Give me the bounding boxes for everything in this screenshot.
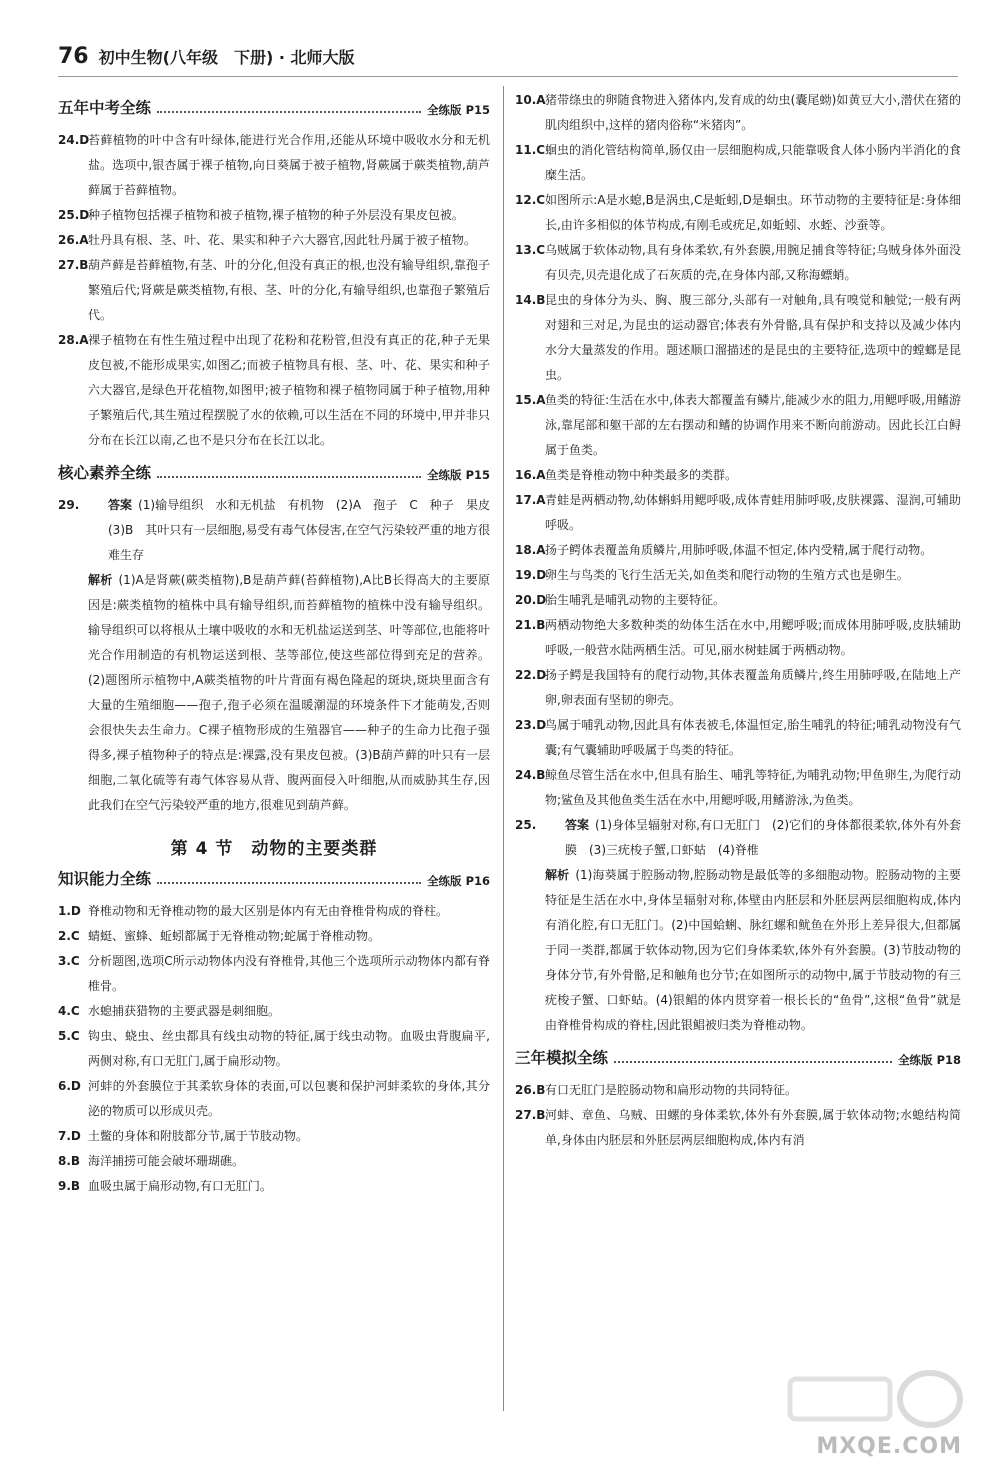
item-text: 血吸虫属于扁形动物,有口无肛门。 [88, 1179, 272, 1193]
item-text: 牡丹具有根、茎、叶、花、果实和种子六大器官,因此牡丹属于被子植物。 [88, 233, 476, 247]
section-title: 三年模拟全练 [515, 1049, 609, 1067]
item-text: 青蛙是两栖动物,幼体蝌蚪用鳃呼吸,成体青蛙用肺呼吸,皮肤裸露、湿润,可辅助呼吸。 [545, 493, 961, 532]
item-text: 鱼类是脊椎动物中种类最多的类群。 [545, 468, 738, 482]
item-number: 17.A [515, 493, 546, 507]
answer-item [515, 1103, 961, 1153]
item-number: 6.D [58, 1079, 81, 1093]
item-text: 两栖动物绝大多数种类的幼体生活在水中,用鳃呼吸;而成体用肺呼吸,皮肤辅助呼吸,一般营水陆两栖生活。可见,丽水树蛙属于两栖动物。 [545, 618, 961, 657]
item-text: 鲸鱼尽管生活在水中,但具有胎生、哺乳等特征,为哺乳动物;甲鱼卵生,为爬行动物;鲨鱼及其他鱼类生活在水中,用鳃呼吸,用鳍游泳,为鱼类。 [545, 768, 961, 807]
answer-item [515, 238, 961, 288]
answer-item [58, 1174, 490, 1199]
answer-item [515, 1078, 961, 1103]
item-number: 27.B [515, 1108, 546, 1122]
section-ref: 全练版 P18 [898, 1053, 961, 1067]
item-number: 19.D [515, 568, 547, 582]
answer-list [58, 128, 490, 453]
section-ref: 全练版 P15 [427, 103, 490, 117]
answer-item [515, 188, 961, 238]
answer-item [515, 138, 961, 188]
answer-item [58, 1149, 490, 1174]
item-number: 15.A [515, 393, 546, 407]
header-rule [58, 76, 958, 77]
item-text: 土鳖的身体和附肢都分节,属于节肢动物。 [88, 1129, 308, 1143]
item-number: 26.B [515, 1083, 546, 1097]
answer-item [58, 1124, 490, 1149]
item-number: 23.D [515, 718, 547, 732]
item-text: 有口无肛门是腔肠动物和扁形动物的共同特征。 [545, 1083, 798, 1097]
item-text: 水螅捕获猎物的主要武器是刺细胞。 [88, 1004, 281, 1018]
chapter-title: 第 4 节 动物的主要类群 [170, 839, 378, 859]
answer-item [515, 288, 961, 388]
answer-item [515, 388, 961, 463]
item-number: 3.C [58, 954, 80, 968]
item-text: 种子植物包括裸子植物和被子植物,裸子植物的种子外层没有果皮包被。 [88, 208, 464, 222]
item-number: 29. [58, 498, 80, 512]
page-header [58, 44, 354, 72]
analysis-block [515, 863, 961, 1038]
item-number: 28.A [58, 333, 89, 347]
right-column [515, 88, 961, 1418]
item-number: 18.A [515, 543, 546, 557]
left-column [58, 88, 503, 1418]
item-text: 苔藓植物的叶中含有叶绿体,能进行光合作用,还能从环境中吸收水分和无机盐。选项中,银杏属于裸子植物,向日葵属于被子植物,肾蕨属于蕨类植物,葫芦藓属于苔藓植物。 [88, 133, 490, 197]
item-text: 河蚌的外套膜位于其柔软身体的表面,可以包裹和保护河蚌柔软的身体,其分泌的物质可以形成贝壳。 [88, 1079, 490, 1118]
item-number: 10.A [515, 93, 546, 107]
answer-list [515, 88, 961, 813]
answer-item [515, 763, 961, 813]
answer-item [515, 563, 961, 588]
column-divider [503, 86, 504, 1411]
analysis-tag: 解析 [88, 573, 113, 587]
dot-leader [157, 111, 421, 113]
answer-item [58, 203, 490, 228]
item-text: 鸟属于哺乳动物,因此具有体表被毛,体温恒定,胎生哺乳的特征;哺乳动物没有气囊;有气囊辅助呼吸属于鸟类的特征。 [545, 718, 961, 757]
item-number: 14.B [515, 293, 546, 307]
answer-item [515, 463, 961, 488]
section-header [515, 1048, 961, 1068]
item-text: 钩虫、蛲虫、丝虫都具有线虫动物的特征,属于线虫动物。血吸虫背腹扁平,两侧对称,有口无肛门,属于扁形动物。 [88, 1029, 490, 1068]
item-number: 1.D [58, 904, 81, 918]
dot-leader [157, 476, 421, 478]
answer-item [515, 88, 961, 138]
item-number: 26.A [58, 233, 89, 247]
section-ref: 全练版 P16 [427, 874, 490, 888]
answer-item [58, 899, 490, 924]
item-number: 24.B [515, 768, 546, 782]
answer-item [58, 128, 490, 203]
section-header [58, 463, 490, 483]
answer-item [515, 538, 961, 563]
answer-list [58, 899, 490, 1199]
answer-item [58, 1024, 490, 1074]
answer-item [58, 924, 490, 949]
item-number: 22.D [515, 668, 547, 682]
answer-text: (1)身体呈辐射对称,有口无肛门 (2)它们的身体都很柔软,体外有外套膜 (3)三疣梭子蟹,口虾蛄 (4)脊椎 [565, 818, 961, 857]
item-text: 海洋捕捞可能会破坏珊瑚礁。 [88, 1154, 245, 1168]
answer-item [515, 663, 961, 713]
answer-item [58, 493, 503, 568]
item-number: 5.C [58, 1029, 80, 1043]
item-text: 如图所示:A是水螅,B是涡虫,C是蚯蚓,D是蛔虫。环节动物的主要特征是:身体细长,由许多相似的体节构成,有刚毛或疣足,如蚯蚓、水蛭、沙蚕等。 [545, 193, 961, 232]
item-number: 8.B [58, 1154, 81, 1168]
item-number: 13.C [515, 243, 546, 257]
item-text: 蜻蜓、蜜蜂、蚯蚓都属于无脊椎动物;蛇属于脊椎动物。 [88, 929, 381, 943]
item-text: 葫芦藓是苔藓植物,有茎、叶的分化,但没有真正的根,也没有输导组织,靠孢子繁殖后代;肾蕨是蕨类植物,有根、茎、叶的分化,有输导组织,也靠孢子繁殖后代。 [88, 258, 490, 322]
item-number: 7.D [58, 1129, 81, 1143]
item-text: 卵生与鸟类的飞行生活无关,如鱼类和爬行动物的生殖方式也是卵生。 [545, 568, 909, 582]
answer-item [515, 588, 961, 613]
section-header [58, 869, 490, 889]
item-number: 21.B [515, 618, 546, 632]
section-title: 五年中考全练 [58, 99, 152, 117]
item-text: 猪带绦虫的卵随食物进入猪体内,发育成的幼虫(囊尾蚴)如黄豆大小,潜伏在猪的肌肉组织中,这样的猪肉俗称“米猪肉”。 [545, 93, 961, 132]
item-text: 乌贼属于软体动物,具有身体柔软,有外套膜,用腕足捕食等特征;乌贼身体外面没有贝壳,贝壳退化成了石灰质的壳,在身体内部,又称海螵蛸。 [545, 243, 961, 282]
item-number: 4.C [58, 1004, 80, 1018]
item-number: 16.A [515, 468, 546, 482]
answer-tag: 答案 [108, 498, 133, 512]
answer-text: (1)输导组织 水和无机盐 有机物 (2)A 孢子 C 种子 果皮 (3)B 其叶只有一层细胞,易受有毒气体侵害,在空气污染较严重的地方很难生存 [108, 498, 503, 562]
item-number: 11.C [515, 143, 546, 157]
item-text: 胎生哺乳是哺乳动物的主要特征。 [545, 593, 726, 607]
answer-tag: 答案 [565, 818, 590, 832]
dot-leader [614, 1061, 892, 1063]
watermark-text: MXQE.COM [816, 1434, 962, 1459]
item-number: 25.D [58, 208, 90, 222]
item-text: 脊椎动物和无脊椎动物的最大区别是体内有无由脊椎骨构成的脊柱。 [88, 904, 449, 918]
answer-list [515, 1078, 961, 1153]
item-text: 河蚌、章鱼、乌贼、田螺的身体柔软,体外有外套膜,属于软体动物;水螅结构简单,身体由内胚层和外胚层两层细胞构成,体内有消 [545, 1108, 961, 1147]
item-text: 昆虫的身体分为头、胸、腹三部分,头部有一对触角,具有嗅觉和触觉;一般有两对翅和三对足,为昆虫的运动器官;体表有外骨骼,具有保护和支持以及减少体内水分大量蒸发的作用。题述顺口溜描述的是昆虫的主要特征,选项中的螳螂是昆虫。 [545, 293, 961, 382]
answer-item [58, 1074, 490, 1124]
item-number: 25. [515, 818, 537, 832]
analysis-block [58, 568, 490, 818]
section-title: 知识能力全练 [58, 870, 152, 888]
section-header [58, 98, 490, 118]
answer-item [58, 328, 490, 453]
section-title: 核心素养全练 [58, 464, 152, 482]
answer-item [515, 713, 961, 763]
analysis-text: (1)A是肾蕨(蕨类植物),B是葫芦藓(苔藓植物),A比B长得高大的主要原因是:蕨类植物的植株中具有输导组织,而苔藓植物的植株中没有输导组织。输导组织可以将根从土壤中吸收的水和无机盐运送到茎、叶等部位,也能将叶光合作用制造的有机物运送到根、茎等部位,使这些部位得到充足的营养。(2)题图所示植物中,A蕨类植物的叶片背面有褐色隆起的斑块,斑块里面含有大量的生殖细胞——孢子,孢子必须在温暖潮湿的环境条件下才能萌发,否则会很快失去生命力。C裸子植物形成的生殖器官——种子的生命力比孢子强得多,裸子植物种子的特点是:裸露,没有果皮包被。(3)B葫芦藓的叶只有一层细胞,二氧化硫等有毒气体容易从背、腹两面侵入叶细胞,从而威胁其生存,因此我们在空气污染较严重的地方,很难见到葫芦藓。 [88, 573, 490, 812]
item-number: 20.D [515, 593, 547, 607]
answer-item [515, 488, 961, 538]
answer-item [515, 613, 961, 663]
item-number: 24.D [58, 133, 90, 147]
item-number: 2.C [58, 929, 80, 943]
answer-item [515, 813, 961, 863]
item-text: 裸子植物在有性生殖过程中出现了花粉和花粉管,但没有真正的花,种子无果皮包被,不能形成果实,如图乙;而被子植物具有根、茎、叶、花、果实和种子六大器官,是绿色开花植物,如图甲;被子植物和裸子植物同属于种子植物,用种子繁殖后代,其生殖过程摆脱了水的依赖,可以生活在不同的环境中,甲并非只分布在长江以南,乙也不是只分布在长江以北。 [88, 333, 490, 447]
item-number: 9.B [58, 1179, 81, 1193]
answer-item [58, 228, 490, 253]
dot-leader [157, 882, 421, 884]
item-text: 扬子鳄是我国特有的爬行动物,其体表覆盖角质鳞片,终生用肺呼吸,在陆地上产卵,卵表面有坚韧的卵壳。 [545, 668, 961, 707]
item-number: 12.C [515, 193, 546, 207]
book-title: 初中生物(八年级 下册) · 北师大版 [98, 48, 355, 67]
answer-item [58, 949, 490, 999]
answer-item [58, 253, 490, 328]
answer-item [58, 999, 490, 1024]
item-text: 鱼类的特征:生活在水中,体表大都覆盖有鳞片,能减少水的阻力,用鳃呼吸,用鳍游泳,靠尾部和躯干部的左右摆动和鳍的协调作用来不断向前游动。因此长江白鲟属于鱼类。 [545, 393, 961, 457]
page-number: 76 [58, 44, 89, 69]
item-text: 分析题图,选项C所示动物体内没有脊椎骨,其他三个选项所示动物体内都有脊椎骨。 [88, 954, 490, 993]
item-text: 扬子鳄体表覆盖角质鳞片,用肺呼吸,体温不恒定,体内受精,属于爬行动物。 [545, 543, 933, 557]
item-text: 蛔虫的消化管结构简单,肠仅由一层细胞构成,只能靠吸食人体小肠内半消化的食糜生活。 [545, 143, 961, 182]
section-ref: 全练版 P15 [427, 468, 490, 482]
item-number: 27.B [58, 258, 89, 272]
analysis-tag: 解析 [545, 868, 570, 882]
analysis-text: (1)海葵属于腔肠动物,腔肠动物是最低等的多细胞动物。腔肠动物的主要特征是生活在水中,身体呈辐射对称,体壁由内胚层和外胚层两层细胞构成,体内有消化腔,有口无肛门。(2)中国蛤蜊、脉红螺和鱿鱼在外形上差异很大,但都属于同一类群,都属于软体动物,因为它们身体柔软,体外有外套膜。(3)节肢动物的身体分节,有外骨骼,足和触角也分节;在如图所示的动物中,属于节肢动物的有三疣梭子蟹、口虾蛄。(4)银鲳的体内贯穿着一根长长的“鱼骨”,这根“鱼骨”就是由脊椎骨构成的脊柱,因此银鲳被归类为脊椎动物。 [545, 868, 961, 1032]
